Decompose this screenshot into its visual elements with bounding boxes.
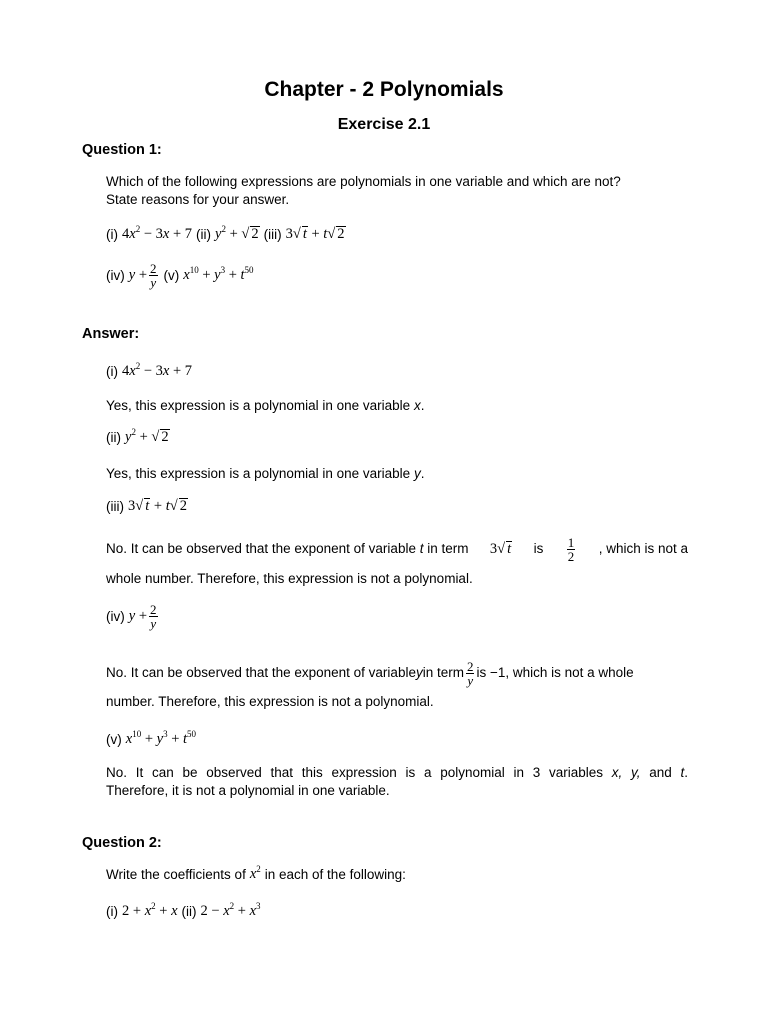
- question-2-expression-ii: $2 - x^2 + x^3$: [200, 901, 261, 919]
- answer-expression-ii: $y^2$ + √ 2: [125, 427, 169, 445]
- answer-iii-variable: t: [419, 541, 424, 556]
- answer-v-text-line-2: Therefore, it is not a polynomial in one variable.: [106, 783, 390, 798]
- expression-iii: 3√ t + t√ 2: [285, 226, 345, 242]
- question-2-label-i: (i): [106, 904, 118, 919]
- answer-label-i: (i): [106, 364, 118, 379]
- expression-iv: y + $\frac{2}{y}$: [128, 261, 157, 290]
- question-2-expression-i: $2 + x^2 + x$: [122, 901, 178, 919]
- page-title: Chapter - 2 Polynomials: [264, 78, 504, 101]
- answer-v-expression-row: [106, 731, 196, 748]
- question-2-text: [106, 866, 406, 883]
- answer-iii-text-d: , which is not a: [598, 541, 688, 556]
- answer-iv-text: [106, 659, 688, 711]
- question-1-options-row-1: [106, 226, 346, 243]
- answer-label-v: (v): [106, 732, 122, 747]
- answer-label-ii: (ii): [106, 430, 121, 445]
- answer-i-expression-row: [106, 363, 192, 380]
- answer-v-variables: x, y,: [611, 765, 641, 780]
- question-2-heading: Question 2:: [82, 835, 162, 851]
- answer-iv-text-line-1: [106, 659, 688, 687]
- question-1-text-line-1: Which of the following expressions are polynomials in one variable and which are not?: [106, 174, 621, 189]
- option-label-i: (i): [106, 227, 118, 242]
- answer-ii-variable: y: [413, 466, 421, 481]
- option-label-ii: (ii): [196, 227, 211, 242]
- answer-iii-text-line-1: [106, 536, 688, 562]
- answer-heading: Answer:: [82, 326, 140, 342]
- expression-v: $x^{10} + y^3 + t^{50}$: [183, 265, 254, 283]
- answer-iv-text-b: in term: [422, 665, 464, 680]
- answer-ii-expression-row: [106, 429, 170, 446]
- answer-iii-fraction-one-half: $\frac{1}{2}$: [567, 534, 575, 564]
- answer-iii-text-line-2: whole number. Therefore, this expression is not a polynomial.: [106, 571, 473, 586]
- answer-iv-fraction-term: $\frac{2}{y}$: [466, 658, 474, 688]
- question-2-x-squared: $x^2$: [249, 864, 261, 882]
- answer-ii-text-pre: Yes, this expression is a polynomial in one variable: [106, 466, 414, 481]
- option-label-iv: (iv): [106, 268, 125, 283]
- answer-iii-text-a-part: No. It can be observed that the exponent of variable: [106, 541, 420, 556]
- answer-v-text-end: .: [684, 765, 688, 780]
- answer-iv-text-line-2: number. Therefore, this expression is not a polynomial.: [106, 694, 434, 709]
- answer-iii-text-b: in term: [423, 541, 469, 556]
- question-1-text: [106, 173, 688, 209]
- expression-ii: $y^2$ + √ 2: [215, 224, 259, 242]
- question-2-text-post: in each of the following:: [264, 867, 406, 882]
- answer-label-iii: (iii): [106, 499, 124, 514]
- question-2-options-row: [106, 903, 261, 920]
- expression-i: $4x^2 - 3x + 7$: [122, 224, 192, 242]
- answer-expression-iv: y + $\frac{2}{y}$: [128, 602, 157, 631]
- answer-ii-text: [106, 465, 688, 483]
- answer-iii-term: 3√ t: [489, 541, 512, 557]
- answer-iii-expression-row: [106, 498, 188, 515]
- answer-iv-text-c: is −1, which is not a whole: [476, 665, 634, 680]
- option-label-v: (v): [163, 268, 180, 283]
- answer-v-text: [106, 764, 688, 800]
- answer-label-iv: (iv): [106, 609, 125, 624]
- answer-i-text-pre: Yes, this expression is a polynomial in one variable: [106, 398, 414, 413]
- answer-i-text-post: .: [420, 398, 425, 413]
- option-label-iii: (iii): [263, 227, 282, 242]
- question-1-options-row-2: [106, 262, 254, 289]
- answer-i-text: [106, 397, 688, 415]
- answer-ii-text-post: .: [420, 466, 425, 481]
- answer-v-text-a: No. It can be observed that this expression is a polynomial in 3 variables: [106, 765, 612, 780]
- answer-expression-i: $4x^2 - 3x + 7$: [122, 361, 192, 379]
- answer-expression-iii: 3√ t + t√ 2: [128, 498, 187, 514]
- answer-iii-text: [106, 536, 688, 588]
- answer-iv-variable: y: [415, 665, 423, 680]
- answer-expression-v: $x^{10} + y^3 + t^{50}$: [125, 729, 197, 747]
- question-2-text-pre: Write the coefficients of: [106, 867, 246, 882]
- answer-iv-expression-row: [106, 603, 160, 630]
- question-2-label-ii: (ii): [181, 904, 197, 919]
- answer-i-variable: x: [413, 398, 421, 413]
- answer-v-text-line-1: [106, 764, 688, 782]
- answer-v-text-and: and: [640, 765, 681, 780]
- answer-iv-text-a: No. It can be observed that the exponent of variable: [106, 665, 416, 680]
- answer-iii-text-a: [106, 540, 469, 558]
- question-1-text-line-2: State reasons for your answer.: [106, 192, 290, 207]
- answer-v-variable-t: t: [680, 765, 685, 780]
- question-1-heading: Question 1:: [82, 142, 162, 158]
- answer-iii-text-c: is: [533, 541, 544, 556]
- page-subtitle: Exercise 2.1: [337, 116, 431, 133]
